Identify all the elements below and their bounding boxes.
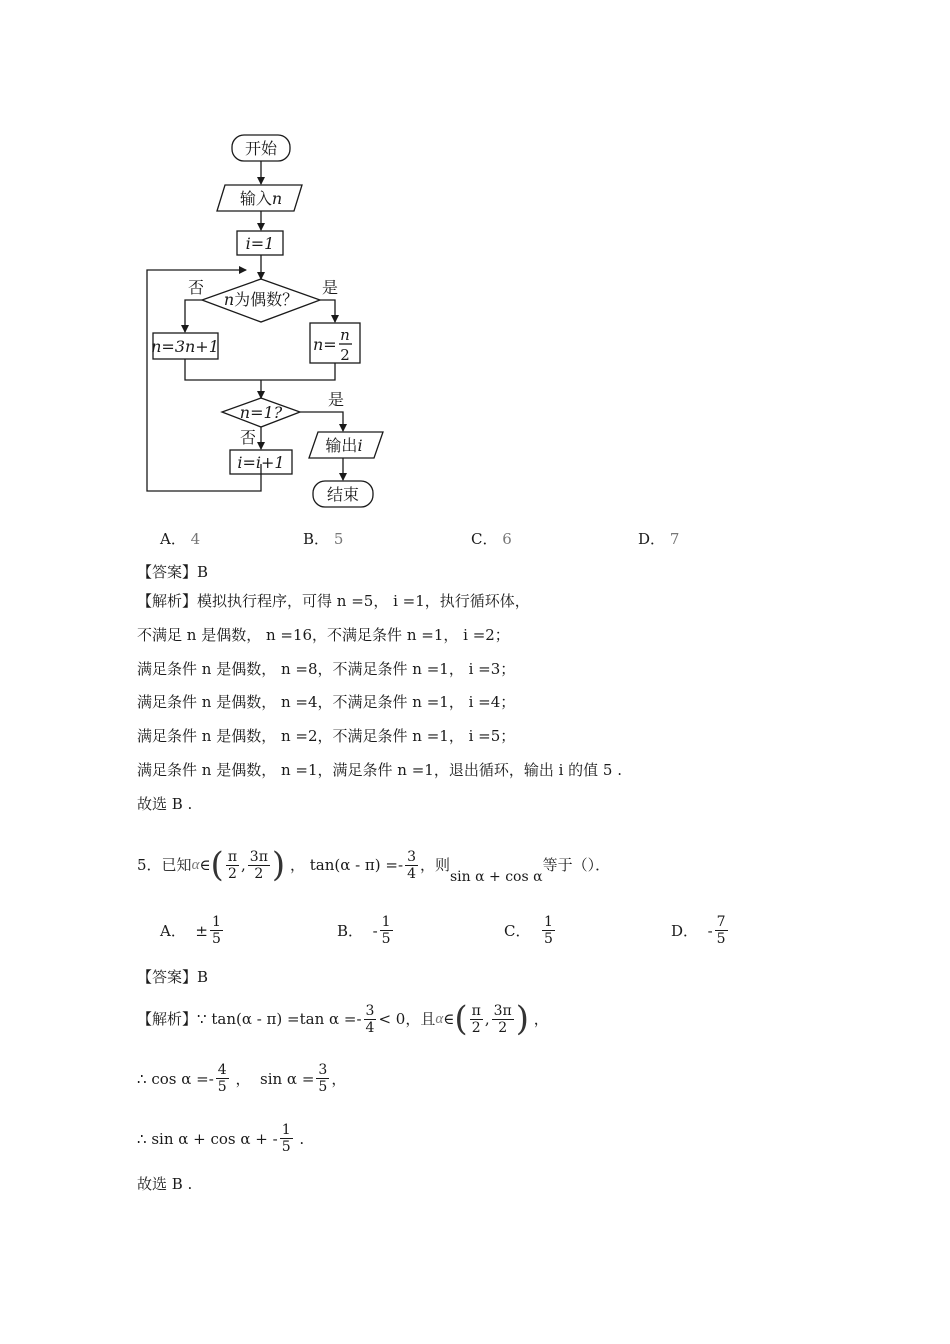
q4-analysis-line-1: 【解析】模拟执行程序，可得 n =5， i =1，执行循环体， bbox=[137, 592, 530, 610]
output-label: 输出 bbox=[325, 436, 358, 455]
q4-option-a: A． 4 bbox=[160, 530, 201, 548]
q5-conclusion: 故选 B . bbox=[137, 1175, 193, 1193]
yes2-label: 是 bbox=[328, 390, 345, 409]
q5-option-a: A． ± $\frac{1}{5}$ bbox=[160, 914, 221, 947]
yes1-label: 是 bbox=[322, 278, 339, 297]
flowchart bbox=[0, 0, 420, 520]
q4-option-d: D． 7 bbox=[638, 530, 680, 548]
even-den: 2 bbox=[340, 346, 350, 364]
start-label: 开始 bbox=[244, 139, 278, 158]
q5-analysis-line-1: 【解析】 ∵ tan(α - π) =tan α =- $\frac{3}{4}$ < 0 ，且 α ∈ ( $\frac{\pi}{2}$ , $\frac{3\pi}{2}$ ) ， bbox=[137, 999, 549, 1039]
q5-analysis-line-3: ∴ sin α + cos α + - $\frac{1}{5}$ . bbox=[137, 1122, 305, 1155]
even-num: n bbox=[340, 326, 350, 344]
q4-option-c: C． 6 bbox=[471, 530, 512, 548]
q4-analysis-line-6: 满足条件 n 是偶数， n =1，满足条件 n =1，退出循环，输出 i 的值 5 . bbox=[137, 761, 622, 779]
q5-stem: 5． 已知 α ∈ ( $\frac{\pi}{2}$ , $\frac{3\pi}{2}$ ) ， tan(α - π) =- $\frac{3}{4}$ ，则 sin α + cos α 等于（）． bbox=[137, 845, 611, 885]
no2-label: 否 bbox=[240, 428, 257, 447]
q5-option-d: D． - $\frac{7}{5}$ bbox=[671, 914, 726, 947]
svg-text:输入n bbox=[240, 189, 282, 208]
q4-analysis-line-3: 满足条件 n 是偶数， n =8，不满足条件 n =1， i =3； bbox=[137, 660, 516, 678]
input-label: 输入 bbox=[239, 189, 272, 208]
svg-text:输出i bbox=[325, 436, 362, 455]
q4-conclusion: 故选 B . bbox=[137, 795, 193, 813]
svg-text:n为偶数？ bbox=[224, 290, 298, 309]
q4-analysis-line-5: 满足条件 n 是偶数， n =2，不满足条件 n =1， i =5； bbox=[137, 727, 516, 745]
q5-option-b: B． - $\frac{1}{5}$ bbox=[337, 914, 391, 947]
cond1-var: n bbox=[223, 290, 235, 309]
q5-option-c: C． $\frac{1}{5}$ bbox=[504, 914, 553, 947]
cond2-label: n=1? bbox=[239, 403, 283, 422]
output-var: i bbox=[357, 436, 363, 455]
q5-answer: 【答案】B bbox=[137, 968, 209, 986]
init-label: i=1 bbox=[245, 234, 275, 253]
incr-label: i=i+1 bbox=[237, 453, 285, 472]
q5-analysis-line-2: ∴ cos α =- $\frac{4}{5}$ ， sin α = $\frac{3}{5}$ ， bbox=[137, 1062, 347, 1095]
input-var: n bbox=[271, 189, 283, 208]
end-label: 结束 bbox=[326, 485, 360, 504]
q4-analysis-line-4: 满足条件 n 是偶数， n =4，不满足条件 n =1， i =4； bbox=[137, 693, 516, 711]
q4-option-b: B． 5 bbox=[303, 530, 344, 548]
q4-analysis-line-2: 不满足 n 是偶数， n =16，不满足条件 n =1， i =2； bbox=[137, 626, 510, 644]
odd-label: n=3n+1 bbox=[151, 337, 219, 356]
q4-answer: 【答案】B bbox=[137, 563, 209, 581]
cond1-label: 为偶数？ bbox=[234, 290, 299, 309]
no1-label: 否 bbox=[188, 278, 205, 297]
even-label: n= bbox=[313, 335, 337, 354]
